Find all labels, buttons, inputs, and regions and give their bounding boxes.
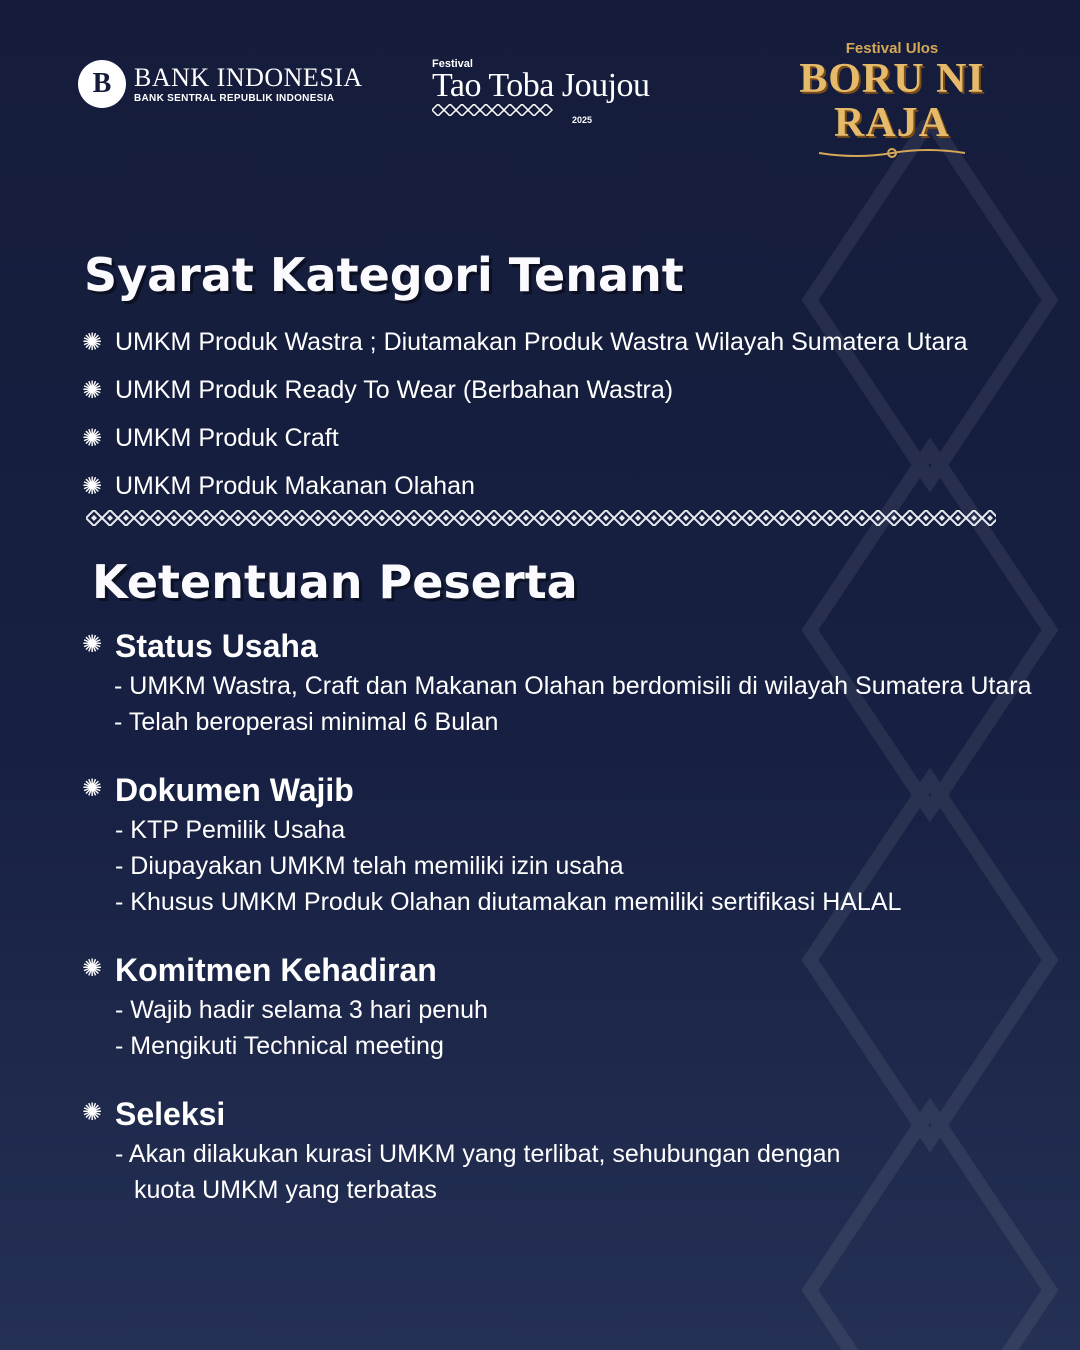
logo-bar — [0, 40, 1080, 146]
tao-toba-title: Tao Toba Joujou — [432, 67, 650, 104]
star-burst-icon: ✺ — [82, 472, 103, 500]
star-burst-icon: ✺ — [82, 955, 103, 982]
tao-toba-festival-label: Festival — [432, 58, 473, 70]
category-item-label: UMKM Produk Makanan Olahan — [115, 471, 475, 500]
requirement-item: - Wajib hadir selama 3 hari penuh — [115, 996, 488, 1024]
requirement-item: - Diupayakan UMKM telah memiliki izin usaha — [115, 852, 624, 880]
requirement-group-komitmen-kehadiran — [82, 952, 1072, 1064]
boru-festival-label: Festival Ulos — [845, 40, 939, 57]
star-burst-icon: ✺ — [82, 631, 103, 658]
bank-indonesia-emblem-icon: B — [78, 60, 126, 108]
requirement-item-continuation: kuota UMKM yang terbatas — [134, 1176, 437, 1204]
requirements-section-title: Ketentuan Peserta — [92, 555, 578, 609]
star-burst-icon: ✺ — [82, 775, 103, 802]
requirement-item: - Mengikuti Technical meeting — [115, 1032, 444, 1060]
requirement-item: - KTP Pemilik Usaha — [115, 816, 346, 844]
bank-indonesia-logo — [78, 60, 363, 108]
bank-indonesia-subtitle: BANK SENTRAL REPUBLIK INDONESIA — [134, 92, 335, 104]
category-item — [82, 462, 968, 510]
requirement-item: - Akan dilakukan kurasi UMKM yang terlibat, sehubungan dengan — [115, 1140, 841, 1168]
category-section-title: Syarat Kategori Tenant — [84, 248, 684, 302]
requirement-group-title: Seleksi — [115, 1096, 226, 1132]
requirement-group-title: Komitmen Kehadiran — [115, 952, 437, 988]
ulos-divider — [86, 510, 996, 526]
star-burst-icon: ✺ — [82, 424, 103, 452]
tao-toba-joujou-logo — [432, 58, 662, 125]
category-item — [82, 366, 968, 414]
category-item — [82, 318, 968, 366]
bank-indonesia-name: BANK INDONESIA — [134, 62, 363, 92]
requirement-item: - UMKM Wastra, Craft dan Makanan Olahan berdomisili di wilayah Sumatera Utara — [114, 672, 1032, 700]
category-item-label: UMKM Produk Craft — [115, 423, 339, 452]
boru-ornament-icon — [817, 145, 967, 161]
star-burst-icon: ✺ — [82, 376, 103, 404]
requirement-item: - Khusus UMKM Produk Olahan diutamakan memiliki sertifikasi HALAL — [115, 888, 902, 916]
category-list — [82, 318, 968, 510]
requirement-item: - Telah beroperasi minimal 6 Bulan — [114, 708, 499, 736]
boru-ni-raja-logo — [776, 40, 1008, 161]
tao-toba-ornament-icon — [432, 104, 572, 116]
requirement-group-status-usaha — [82, 628, 1072, 740]
requirement-group-title: Dokumen Wajib — [115, 772, 354, 808]
tao-toba-year: 2025 — [572, 115, 593, 125]
star-burst-icon: ✺ — [82, 1099, 103, 1126]
requirement-group-title: Status Usaha — [115, 628, 318, 664]
category-item — [82, 414, 968, 462]
category-item-label: UMKM Produk Wastra ; Diutamakan Produk Wastra Wilayah Sumatera Utara — [115, 327, 968, 356]
requirement-group-seleksi — [82, 1096, 1072, 1208]
boru-title: BORU NI RAJA — [799, 56, 985, 146]
category-item-label: UMKM Produk Ready To Wear (Berbahan Wastra) — [115, 375, 674, 404]
star-burst-icon: ✺ — [82, 328, 103, 356]
requirement-group-dokumen-wajib — [82, 772, 1072, 920]
